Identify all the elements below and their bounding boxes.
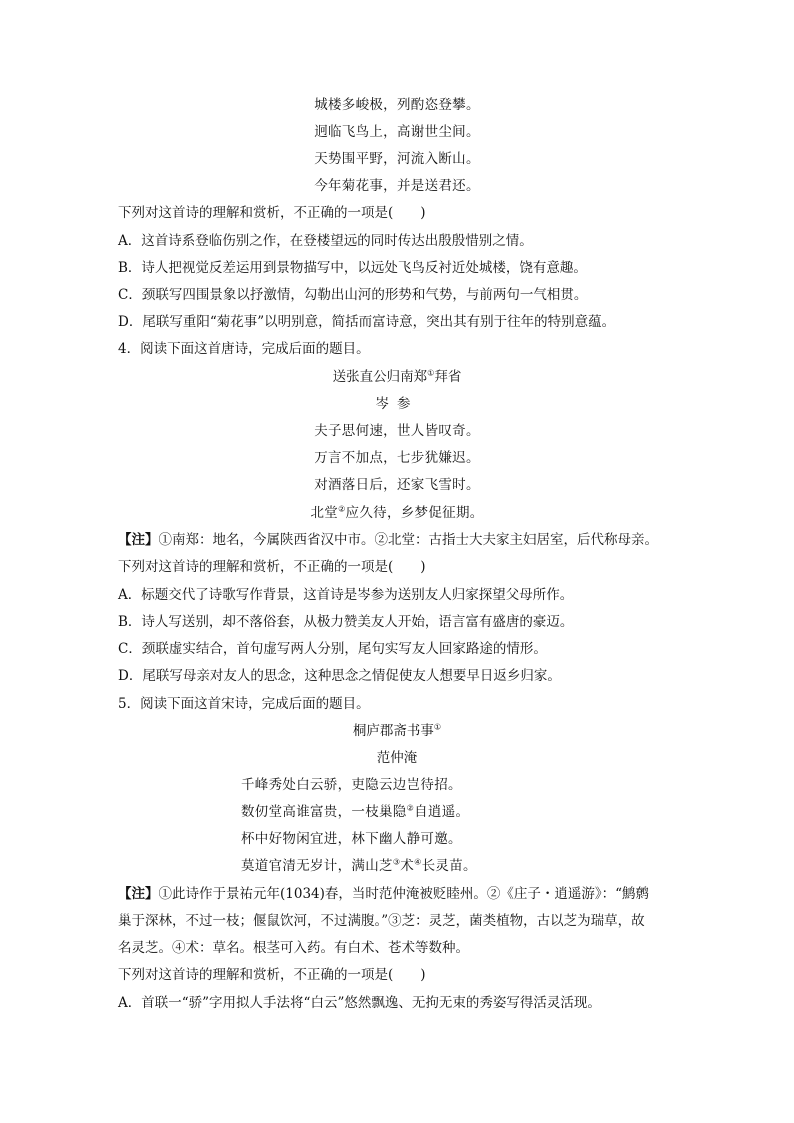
footnote-marker: ④ — [414, 857, 422, 867]
annotation-note: 【注】①南郑：地名，今属陕西省汉中市。②北堂：古指士大夫家主妇居室，后代称母亲。 — [118, 532, 658, 548]
annotation-note: 【注】①此诗作于景祐元年(1034)春，当时范仲淹被贬睦州。②《庄子・逍遥游》：“鹪鹩 — [118, 886, 650, 902]
poem-line: 城楼多峻极，列酌恣登攀。 — [314, 97, 480, 113]
question-prompt: 下列对这首诗的理解和赏析，不正确的一项是( ) — [118, 559, 426, 575]
footnote-marker: ② — [338, 504, 346, 514]
poem-author: 范仲淹 — [376, 750, 418, 766]
annotation-note-cont: 名灵芝。④术：草名。根茎可入药。有白术、苍术等数种。 — [118, 940, 469, 956]
annotation-note-cont: 巢于深林，不过一枝；偃鼠饮河，不过满腹。”③芝：灵芝，菌类植物，古以芝为瑞草，故 — [118, 913, 645, 929]
option-a: A．这首诗系登临伤别之作，在登楼望远的同时传达出殷殷惜别之情。 — [118, 233, 533, 249]
option-a: A．标题交代了诗歌写作背景，这首诗是岑参为送别友人归家探望父母所作。 — [118, 587, 574, 603]
footnote-marker: ① — [433, 722, 442, 732]
question-intro: 5．阅读下面这首宋诗，完成后面的题目。 — [118, 696, 370, 712]
poem-line: 数仞堂高谁富贵，一枝巢隐②自逍遥。 — [241, 803, 470, 820]
question-intro: 4．阅读下面这首唐诗，完成后面的题目。 — [118, 341, 370, 357]
poem-line: 迥临飞鸟上，高谢世尘间。 — [314, 124, 480, 140]
question-prompt: 下列对这首诗的理解和赏析，不正确的一项是( ) — [118, 967, 426, 983]
footnote-marker: ③ — [392, 857, 401, 867]
poem-title: 桐庐郡斋书事① — [352, 722, 442, 739]
option-c: C．颈联写四围景象以抒激情，勾勒出山河的形势和气势，与前两句一气相贯。 — [118, 287, 588, 303]
poem-line: 万言不加点，七步犹嫌迟。 — [314, 450, 480, 466]
poem-line: 夫子思何速，世人皆叹奇。 — [314, 423, 480, 439]
option-d: D．尾联写母亲对友人的思念，这种思念之情促使友人想要早日返乡归家。 — [118, 668, 561, 684]
footnote-marker: ① — [427, 368, 435, 378]
option-d: D．尾联写重阳“菊花事”以明别意，简括而富诗意，突出其有别于往年的特别意蕴。 — [118, 314, 616, 330]
option-a: A．首联一“骄”字用拟人手法将“白云”悠然飘逸、无拘无束的秀姿写得活灵活现。 — [118, 995, 601, 1011]
poem-author: 岑参 — [375, 396, 419, 412]
poem-line: 天势围平野，河流入断山。 — [314, 151, 480, 167]
option-b: B．诗人写送别，却不落俗套，从极力赞美友人开始，语言富有盛唐的豪迈。 — [118, 614, 574, 630]
footnote-marker: ② — [406, 803, 415, 813]
option-b: B．诗人把视觉反差运用到景物描写中，以远处飞鸟反衬近处城楼，饶有意趣。 — [118, 260, 587, 276]
option-c: C．颈联虚实结合，首句虚写两人分别，尾句实写友人回家路途的情形。 — [118, 641, 547, 657]
poem-line: 今年菊花事，并是送君还。 — [314, 178, 480, 194]
poem-line: 千峰秀处白云骄，吏隐云边岂待招。 — [241, 777, 462, 793]
question-prompt: 下列对这首诗的理解和赏析，不正确的一项是( ) — [118, 205, 426, 221]
poem-line: 杯中好物闲宜进，林下幽人静可邀。 — [241, 831, 462, 847]
poem-line: 对酒落日后，还家飞雪时。 — [314, 477, 480, 493]
poem-title: 送张直公归南郑①拜省 — [332, 368, 462, 385]
poem-line: 北堂②应久待，乡梦促征期。 — [310, 504, 484, 521]
poem-line: 莫道官清无岁计，满山芝③术④长灵苗。 — [241, 857, 477, 874]
